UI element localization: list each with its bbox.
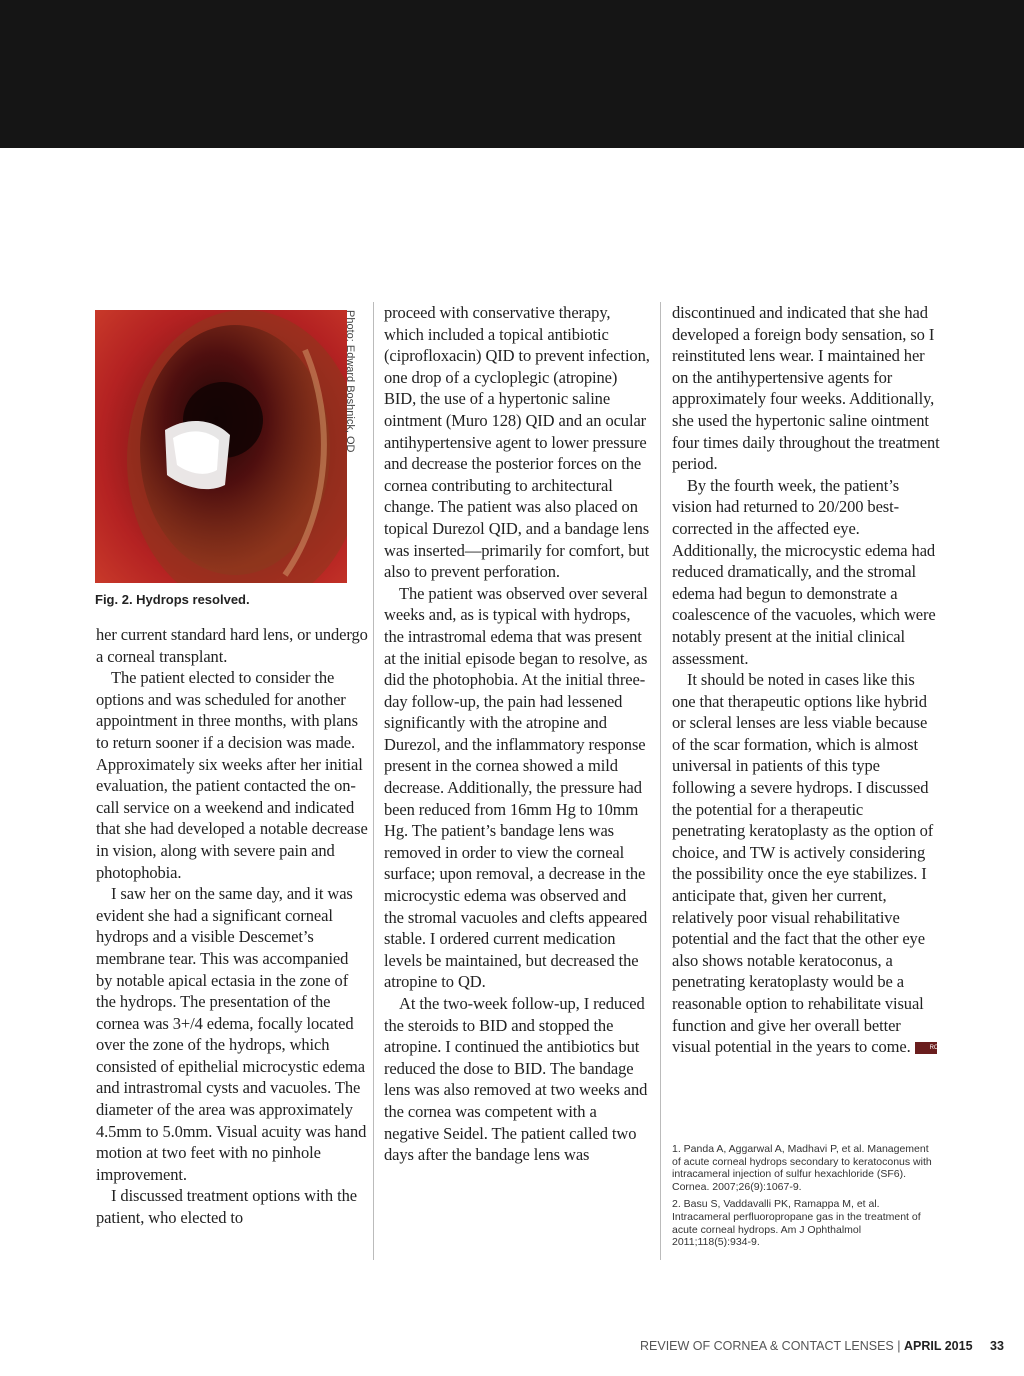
paragraph-text: It should be noted in cases like this one that therapeutic options like hybrid or scleral lenses are less viable because of the scar formation, which is almost universal in patients of this type following a severe hydrops. I discussed the potential for a therapeutic penetrating keratoplasty as the option of choice, and TW is actively considering the possibility once the eye stabilizes. I anticipate that, given her current, relatively poor visual rehabilitative potential and the fact that the other eye also shows notable keratoconus, a penetrating keratoplasty would be a reasonable option to rehabilitate visual function and give her overall better visual potential in the years to come.	[672, 670, 934, 1057]
page-footer	[640, 1339, 1004, 1353]
paragraph-final	[672, 669, 946, 1058]
page-number: 33	[990, 1339, 1004, 1353]
footer-separator: |	[897, 1339, 901, 1353]
issue-date: APRIL 2015	[903, 1339, 973, 1353]
article-column-3	[672, 302, 946, 1058]
paragraph: I saw her on the same day, and it was evident she had a significant corneal hydrops and a visible Descemet’s membrane tear. This was accompanied by notable apical ectasia in the zone of the hydrops. The presentation of the cornea was 3+/4 edema, focally located over the zone of the hydrops, which consisted of epithelial microcystic edema and intrastromal cysts and vacuoles. The diameter of the area was approximately 4.5mm to 5.0mm. Visual acuity was hand motion at two feet with no pinhole improvement.	[96, 884, 367, 1184]
references	[672, 1143, 940, 1254]
paragraph: I discussed treatment options with the patient, who elected to	[96, 1186, 357, 1228]
hydrops-photo	[95, 310, 347, 583]
paragraph: By the fourth week, the patient’s vision had returned to 20/200 best-corrected in the affected eye. Additionally, the microcystic edema had reduced dramatically, and the stromal edema had begun to demonstrate a coalescence of the vacuoles, which were notably present at the initial clinical assessment.	[672, 475, 936, 668]
photo-credit: Photo: Edward Boshnick, OD	[344, 310, 356, 453]
paragraph: At the two-week follow-up, I reduced the steroids to BID and stopped the atropine. I continued the antibiotics but reduced the dose to BID. The bandage lens was also removed at two weeks and the cornea was competent with a negative Seidel. The patient called two days after the bandage lens was	[384, 994, 648, 1165]
paragraph: her current standard hard lens, or undergo a corneal transplant.	[96, 625, 368, 666]
paragraph: The patient was observed over several weeks and, as is typical with hydrops, the intrastromal edema that was present at the initial episode began to resolve, as did the photophobia. At the initial three-day follow-up, the pain had lessened significantly with the atropine and Durezol, and the inflammatory response present in the cornea showed a mild decrease. Additionally, the pressure had been reduced from 16mm Hg to 10mm Hg. The patient’s bandage lens was removed in order to view the corneal surface; upon removal, a decrease in the microcystic edema was observed and the stromal vacuoles and clefts appeared stable. I ordered current medication levels be maintained, but decreased the atropine to QD.	[384, 583, 648, 992]
journal-name: REVIEW OF CORNEA & CONTACT LENSES	[640, 1339, 894, 1353]
top-black-band	[0, 0, 1024, 148]
figure-caption: Fig. 2. Hydrops resolved.	[95, 592, 250, 607]
paragraph: discontinued and indicated that she had developed a foreign body sensation, so I reinstituted lens wear. I maintained her on the antihypertensive agents for approximately four weeks. Additionally, she used the hypertonic saline ointment four times daily throughout the treatment period.	[672, 303, 940, 474]
reference-item: 1. Panda A, Aggarwal A, Madhavi P, et al. Management of acute corneal hydrops secondary to keratoconus with intracameral injection of sulfur hexachloride (SF6). Cornea. 2007;26(9):1067-9.	[672, 1143, 932, 1193]
article-column-2	[384, 302, 650, 1166]
paragraph: proceed with conservative therapy, which included a topical antibiotic (ciprofloxacin) QID to prevent infection, one drop of a cycloplegic (atropine) BID, the use of a hypertonic saline ointment (Muro 128) QID and an ocular antihypertensive agent to lower pressure and decrease the posterior forces on the cornea contributing to architectural change. The patient was also placed on topical Durezol QID, and a bandage lens was inserted—primarily for comfort, but also to prevent perforation.	[384, 303, 650, 582]
paragraph: The patient elected to consider the options and was scheduled for another appointment in three months, with plans to return sooner if a decision was made. Approximately six weeks after her initial evaluation, the patient contacted the on-call service on a weekend and indicated that she had developed a notable decrease in vision, along with severe pain and photophobia.	[96, 668, 368, 882]
article-column-1	[96, 624, 368, 1229]
reference-item: 2. Basu S, Vaddavalli PK, Ramappa M, et al. Intracameral perfluoropropane gas in the treatment of acute corneal hydrops. Am J Ophthalmol 2011;118(5):934-9.	[672, 1198, 921, 1249]
end-mark-logo: RCCL	[915, 1042, 937, 1054]
column-divider	[660, 302, 661, 1260]
column-divider	[373, 302, 374, 1260]
